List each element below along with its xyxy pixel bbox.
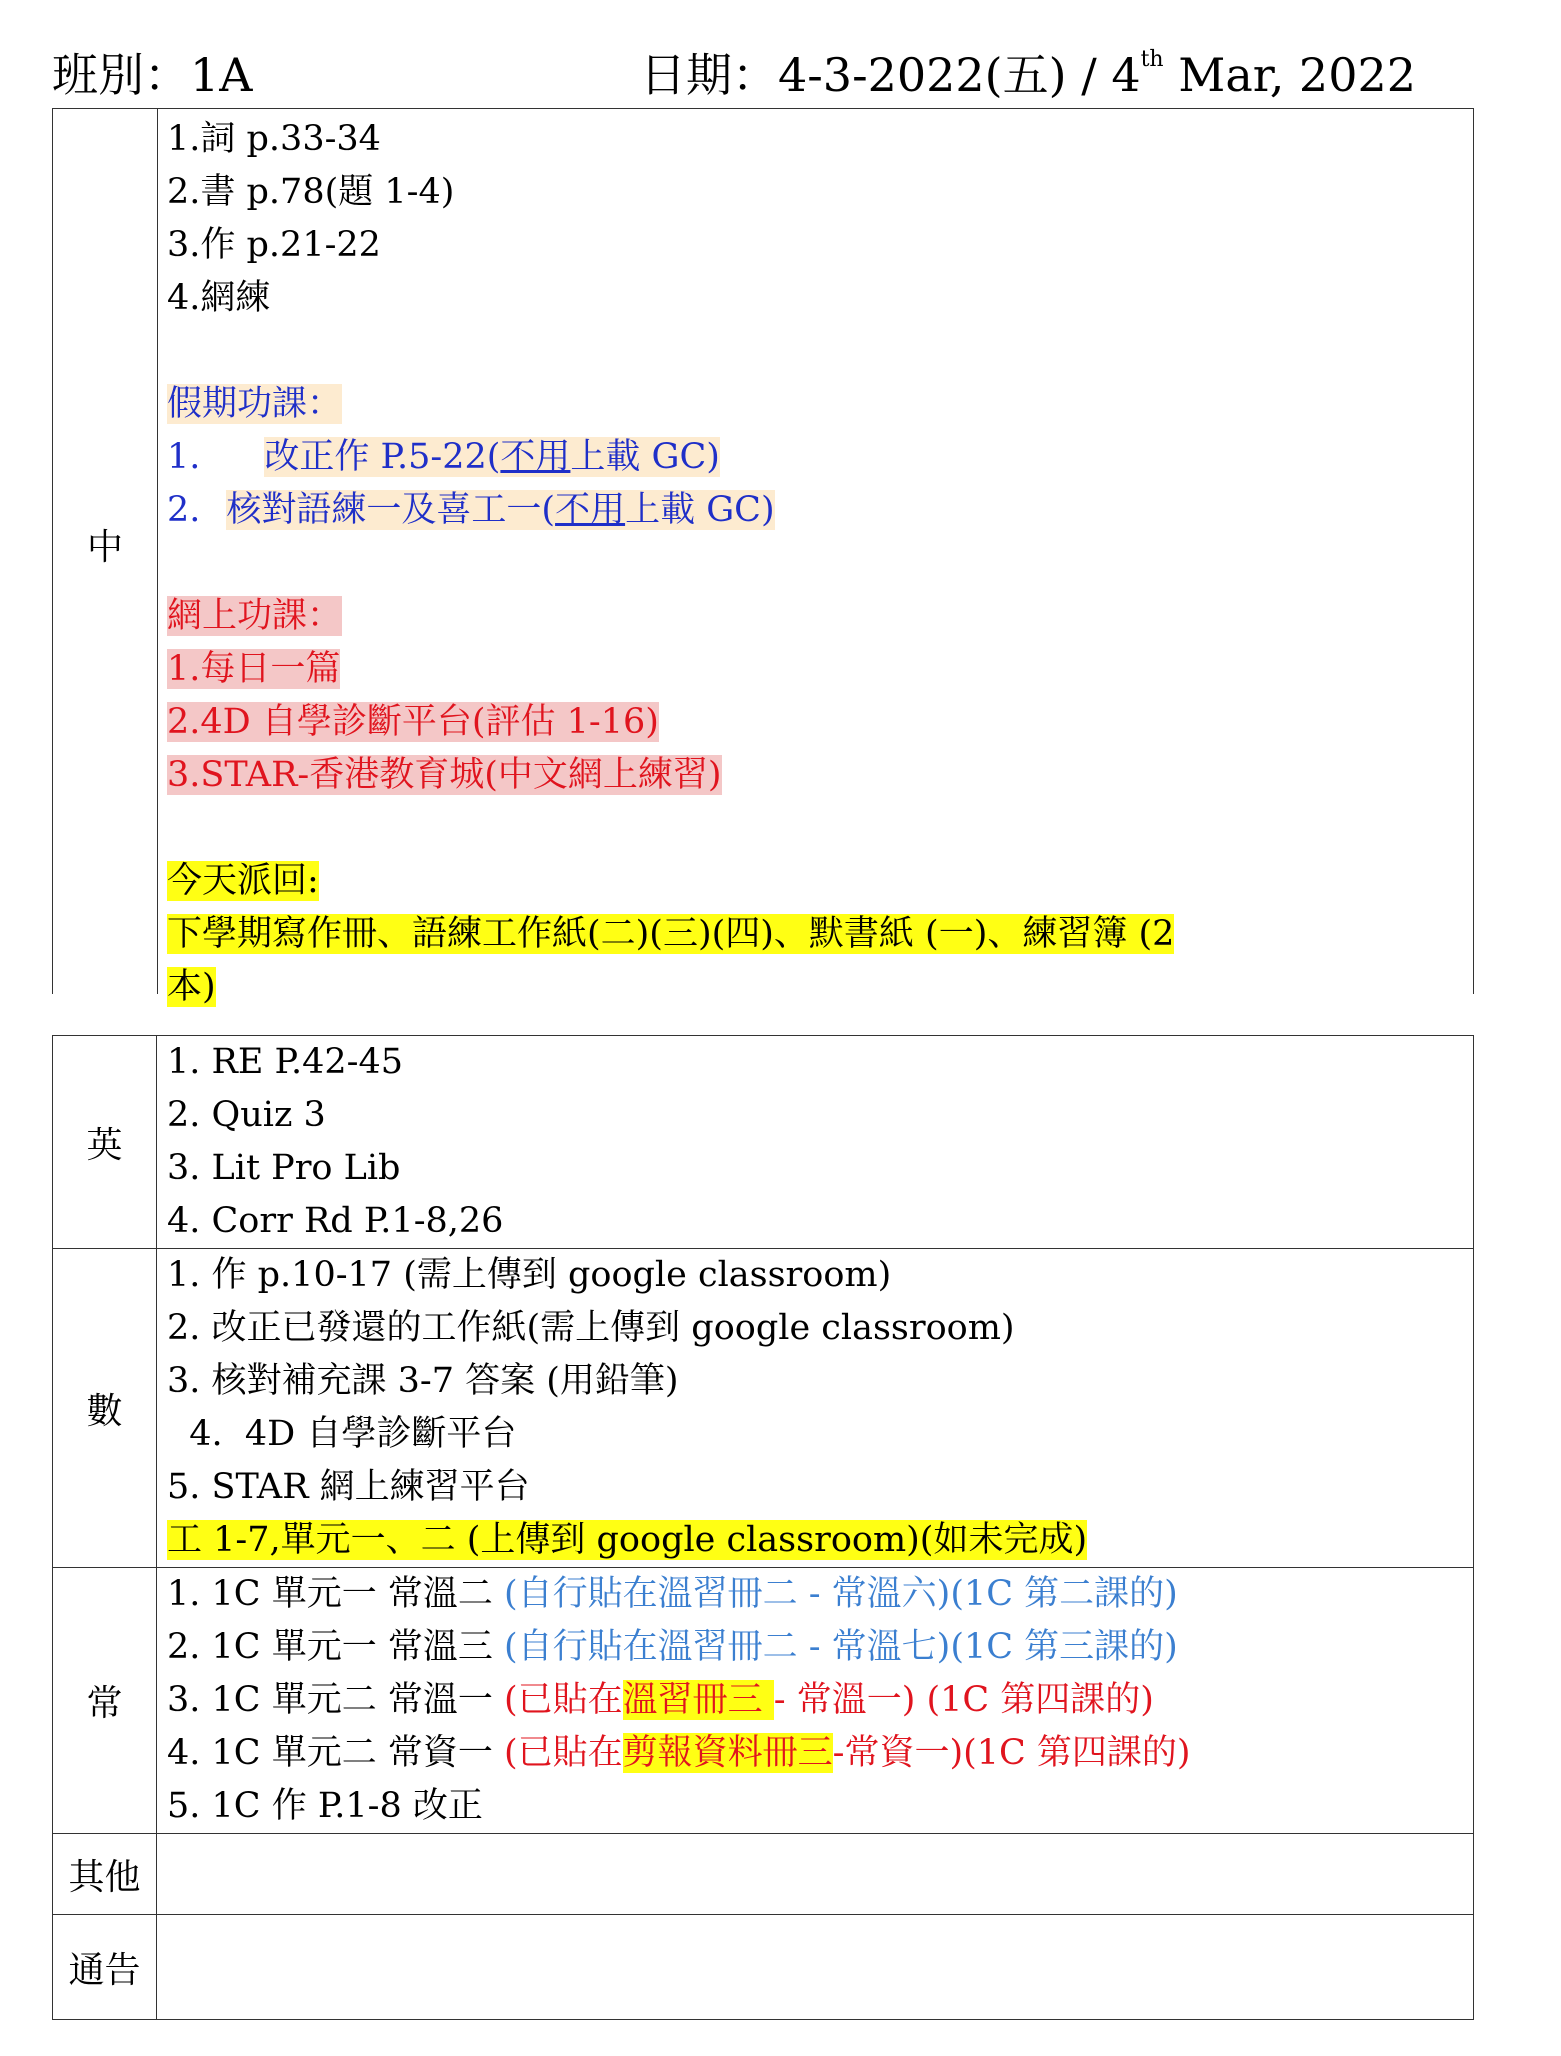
subjects-table [52,1035,1474,2020]
online-item-2 [167,696,1453,749]
date-sup: th [1140,47,1164,72]
subject-general: 常 [53,1568,157,1834]
online-title-line [167,590,1453,643]
math-highlight: 工 1-7,單元一、二 (上傳到 google classroom)(如未完成) [167,1520,1088,1560]
general-1-b: (自行貼在溫習冊二 - 常溫六)(1C 第二課的) [503,1574,1178,1614]
others-row [53,1834,1474,1915]
today-line-1 [167,908,1453,961]
holiday-1-num: 1. [167,437,201,477]
date-suffix: Mar, 2022 [1163,48,1417,102]
column-divider [157,109,158,994]
online-item-3 [167,749,1453,802]
subject-notice: 通告 [53,1915,157,2020]
online-item-1-text: 1.每日一篇 [167,649,341,689]
online-item-2-text: 2.4D 自學診斷平台(評估 1-16) [167,702,659,742]
holiday-2-ul: 不用 [555,490,626,530]
blank-line [167,802,1453,855]
general-4-c: 剪報資料冊三 [622,1733,833,1773]
subject-english: 英 [53,1036,157,1249]
today-title: 今天派回: [167,861,319,901]
general-3-c: 溫習冊三 [622,1680,774,1720]
online-item-3-text: 3.STAR-香港教育城(中文網上練習) [167,755,722,795]
general-2-a: 2. 1C 單元一 常溫三 [167,1627,504,1667]
general-3-b: (已貼在 [503,1680,623,1720]
general-4-b: (已貼在 [503,1733,623,1773]
holiday-1-text [264,437,720,477]
date-prefix: 日期：4-3-2022(五) / 4 [640,48,1141,102]
others-content [157,1834,1474,1915]
english-item-1: 1. RE P.42-45 [167,1042,404,1082]
math-item-5: 5. STAR 網上練習平台 [167,1467,530,1507]
general-item-1 [167,1568,1473,1621]
english-item-2: 2. Quiz 3 [167,1095,326,1135]
english-item-4: 4. Corr Rd P.1-8,26 [167,1201,504,1241]
chinese-section [52,108,1474,1007]
holiday-1-pre: 改正作 P.5-22( [264,437,501,477]
blank-line [167,325,1453,378]
math-item-2: 2. 改正已發還的工作紙(需上傳到 google classroom) [167,1308,1015,1348]
subject-others: 其他 [53,1834,157,1915]
holiday-2-num: 2. [167,490,201,530]
chinese-content [167,113,1453,1014]
class-label: 班別：1A [52,48,253,102]
math-highlight-line [167,1514,1473,1567]
general-item-2 [167,1621,1473,1674]
math-item-1: 1. 作 p.10-17 (需上傳到 google classroom) [167,1255,892,1295]
holiday-1-ul: 不用 [500,437,571,477]
today-line-1-text: 下學期寫作冊、語練工作紙(二)(三)(四)、默書紙 (一)、練習簿 (2 [167,914,1175,954]
subject-math: 數 [53,1249,157,1568]
english-item-3: 3. Lit Pro Lib [167,1148,401,1188]
general-item-4 [167,1727,1473,1780]
general-item-5: 5. 1C 作 P.1-8 改正 [167,1786,483,1826]
general-row [53,1568,1474,1834]
holiday-title: 假期功課： [167,384,343,424]
holiday-title-line [167,378,1453,431]
notice-content [157,1915,1474,2020]
general-4-d: -常資一)(1C 第四課的) [832,1733,1191,1773]
chinese-item-2: 2.書 p.78(題 1-4) [167,172,455,212]
notice-row [53,1915,1474,2020]
general-2-b: (自行貼在溫習冊二 - 常溫七)(1C 第三課的) [503,1627,1178,1667]
today-line-2 [167,961,1453,1014]
today-line-2-text: 本) [167,967,216,1007]
blank-line [167,537,1453,590]
date-label [640,40,1416,110]
general-1-a: 1. 1C 單元一 常溫二 [167,1574,504,1614]
english-content [157,1036,1474,1249]
holiday-1-post: 上載 GC) [570,437,720,477]
general-4-a: 4. 1C 單元二 常資一 [167,1733,504,1773]
online-item-1 [167,643,1453,696]
math-row [53,1249,1474,1568]
english-row [53,1036,1474,1249]
math-item-3: 3. 核對補充課 3-7 答案 (用鉛筆) [167,1361,679,1401]
chinese-item-4: 4.網練 [167,278,271,318]
general-3-d: - 常溫一) (1C 第四課的) [773,1680,1154,1720]
general-3-a: 3. 1C 單元二 常溫一 [167,1680,504,1720]
page-header [52,40,1482,110]
subject-chinese: 中 [86,527,123,568]
chinese-item-3: 3.作 p.21-22 [167,225,381,265]
holiday-item-2 [167,484,1453,537]
math-item-4: 4. 4D 自學診斷平台 [167,1414,517,1454]
holiday-2-text [226,490,774,530]
online-title: 網上功課： [167,596,343,636]
holiday-2-pre: 核對語練一及喜工一( [226,490,556,530]
general-content [157,1568,1474,1834]
today-title-line [167,855,1453,908]
holiday-2-post: 上載 GC) [625,490,775,530]
holiday-item-1 [167,431,1453,484]
chinese-item-1: 1.詞 p.33-34 [167,119,381,159]
general-item-3 [167,1674,1473,1727]
math-content [157,1249,1474,1568]
